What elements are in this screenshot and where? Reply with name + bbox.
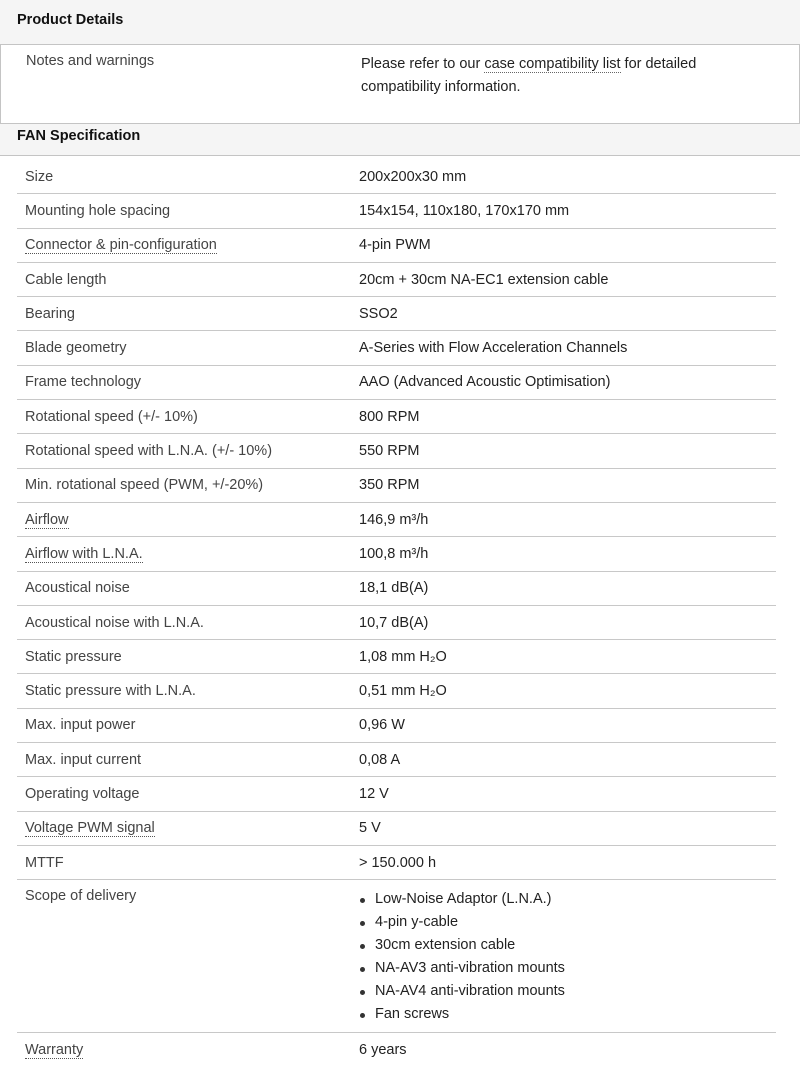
spec-row-airflow-lna (17, 537, 776, 571)
spec-label: Rotational speed (+/- 10%) (17, 400, 352, 434)
spec-value: 154x154, 110x180, 170x170 mm (352, 194, 776, 228)
spec-row-frame (17, 365, 776, 399)
spec-label: Acoustical noise (17, 571, 352, 605)
spec-row-speed (17, 400, 776, 434)
notes-text-post: for detailed compatibility information. (361, 56, 697, 95)
spec-value: 10,7 dB(A) (352, 605, 776, 639)
spec-value: 550 RPM (352, 434, 776, 468)
spec-row-pressure-lna (17, 674, 776, 708)
spec-label: Bearing (17, 297, 352, 331)
spec-value: AAO (Advanced Acoustic Optimisation) (352, 365, 776, 399)
spec-row-noise (17, 571, 776, 605)
spec-value: 5 V (352, 811, 776, 845)
spec-value: 6 years (359, 1041, 407, 1058)
connector-tooltip-link[interactable]: Connector & pin-configuration (25, 237, 217, 254)
spec-row-size (17, 160, 776, 194)
spec-row-scope (17, 880, 776, 1033)
product-details-header: Product Details (0, 0, 800, 45)
spec-label (17, 811, 352, 845)
list-item: NA-AV4 anti-vibration mounts (375, 980, 776, 1003)
spec-label: Frame technology (17, 365, 352, 399)
spec-label (17, 228, 352, 262)
spec-row-current (17, 743, 776, 777)
spec-value: 800 RPM (352, 400, 776, 434)
spec-label (17, 1033, 352, 1067)
spec-value: 4-pin PWM (352, 228, 776, 262)
spec-row-speed-lna (17, 434, 776, 468)
airflow-lna-tooltip-link[interactable]: Airflow with L.N.A. (25, 545, 143, 562)
spec-label: MTTF (17, 845, 352, 879)
case-compatibility-link[interactable]: case compatibility list (484, 56, 621, 72)
list-item: 30cm extension cable (375, 934, 776, 957)
spec-row-cable (17, 262, 776, 296)
list-item: 4-pin y-cable (375, 911, 776, 934)
spec-row-noise-lna (17, 605, 776, 639)
spec-row-warranty (17, 1033, 776, 1067)
spec-value: 1,08 mm H₂O (352, 640, 776, 674)
spec-label: Static pressure (17, 640, 352, 674)
list-item: NA-AV3 anti-vibration mounts (375, 957, 776, 980)
spec-value: 0,96 W (352, 708, 776, 742)
spec-row-bearing (17, 297, 776, 331)
spec-row-mttf (17, 845, 776, 879)
spec-value: 100,8 m³/h (352, 537, 776, 571)
spec-value: > 150.000 h (352, 845, 776, 879)
notes-text-pre: Please refer to our (361, 56, 485, 72)
delivery-list (359, 888, 776, 1026)
spec-value: 0,08 A (352, 743, 776, 777)
warranty-tooltip-link[interactable]: Warranty (25, 1041, 84, 1058)
spec-value: SSO2 (352, 297, 776, 331)
spec-value: A-Series with Flow Acceleration Channels (352, 331, 776, 365)
spec-label: Max. input power (17, 708, 352, 742)
spec-row-pressure (17, 640, 776, 674)
spec-row-mounting (17, 194, 776, 228)
spec-label (17, 502, 352, 536)
spec-label: Rotational speed with L.N.A. (+/- 10%) (17, 434, 352, 468)
spec-value: 0,51 mm H₂O (352, 674, 776, 708)
spec-label: Blade geometry (17, 331, 352, 365)
notes-row (0, 45, 800, 123)
pwm-voltage-tooltip-link[interactable]: Voltage PWM signal (25, 820, 155, 837)
spec-row-pwm-voltage (17, 811, 776, 845)
spec-label: Cable length (17, 262, 352, 296)
spec-row-voltage (17, 777, 776, 811)
spec-value: 18,1 dB(A) (352, 571, 776, 605)
fan-specification-header: FAN Specification (0, 123, 800, 156)
spec-label: Static pressure with L.N.A. (17, 674, 352, 708)
list-item: Low-Noise Adaptor (L.N.A.) (375, 888, 776, 911)
spec-row-blade (17, 331, 776, 365)
notes-label: Notes and warnings (26, 53, 155, 69)
notes-value (361, 53, 761, 99)
spec-row-connector (17, 228, 776, 262)
spec-label: Acoustical noise with L.N.A. (17, 605, 352, 639)
spec-label: Scope of delivery (17, 880, 352, 1033)
fan-spec-table (17, 160, 776, 1067)
spec-label: Min. rotational speed (PWM, +/-20%) (17, 468, 352, 502)
airflow-tooltip-link[interactable]: Airflow (25, 511, 69, 528)
spec-label: Mounting hole spacing (17, 194, 352, 228)
spec-label: Size (17, 160, 352, 194)
spec-value (352, 880, 776, 1033)
spec-value: 12 V (352, 777, 776, 811)
spec-row-min-speed (17, 468, 776, 502)
spec-value: 200x200x30 mm (352, 160, 776, 194)
spec-row-airflow (17, 502, 776, 536)
spec-label (17, 537, 352, 571)
list-item: Fan screws (375, 1003, 776, 1026)
spec-label: Operating voltage (17, 777, 352, 811)
spec-label: Max. input current (17, 743, 352, 777)
spec-value: 350 RPM (352, 468, 776, 502)
spec-value: 20cm + 30cm NA-EC1 extension cable (352, 262, 776, 296)
spec-value: 146,9 m³/h (352, 502, 776, 536)
spec-row-power (17, 708, 776, 742)
